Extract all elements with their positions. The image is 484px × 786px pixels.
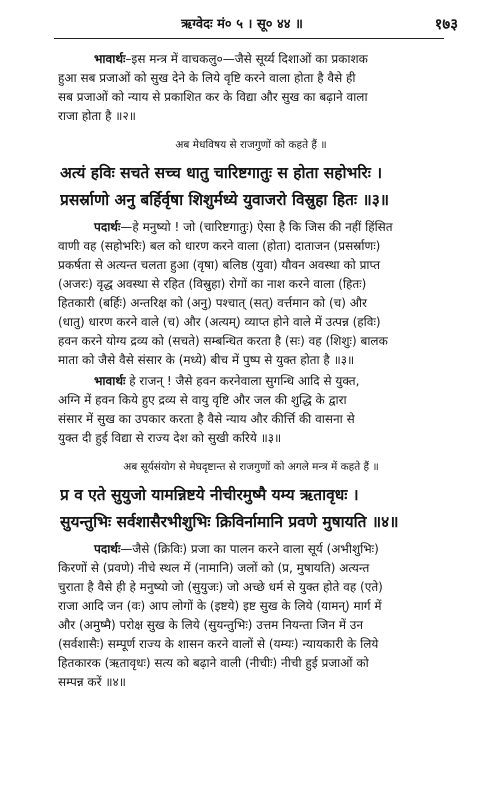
- padartha-line: हितकारक (ऋतावृधः) सत्य को बढ़ाने वाली (नीचीः) नीची हुई प्रजाओं को: [58, 656, 369, 670]
- bhavartha-label: भावार्थः: [94, 52, 126, 66]
- padartha-line: हवन करने योग्य द्रव्य को (सचते) सम्बन्धित करता है (सः) वह (शिशुः) बालक: [58, 334, 388, 348]
- bhavartha-line: संसार में सुख का उपकार करता है वैसे न्याय और कीर्त्ति की वासना से: [58, 412, 355, 426]
- mantra-3-intro: अब मेधविषय से राजगुणों को कहते हैं ॥: [175, 139, 327, 151]
- bhavartha-line: भावार्थः–इस मन्त्र में वाचकलु०—जैसे सूर्य्य दिशाओं का प्रकाशक: [94, 52, 368, 66]
- padartha-4: [58, 540, 444, 692]
- padartha-3: [58, 218, 444, 370]
- padartha-line: माता को जैसे वैसे संसार के (मध्ये) बीच में पुष्प से युक्त होता है ॥३॥: [58, 353, 355, 367]
- mantra-line: प्रसर्स्राणो अनु बर्हिर्वृषा शिशुर्मध्ये युवाजरो विस्रुहा हितः ॥३॥: [60, 191, 390, 209]
- bhavartha-line: राजा होता है ॥२॥: [58, 109, 136, 123]
- mantra-4-intro: अब सूर्यसंयोग से मेघदृष्टान्त से राजगुणों को अगले मन्त्र में कहते हैं ॥: [123, 461, 379, 473]
- padartha-line: राजा आदि जन (वः) आप लोगों के (इष्टये) इष्ट सुख के लिये (यामन्) मार्ग में: [58, 599, 382, 613]
- mantra-line: अत्यं हविः सचते सच्च धातु चारिष्टगातुः स होता सहोभरिः ।: [60, 164, 383, 182]
- bhavartha-line: हुआ सब प्रजाओं को सुख देने के लिये वृष्टि करने वाला होता है वैसे ही: [58, 71, 356, 85]
- bhavartha-2: [58, 50, 444, 126]
- page-number: १७३: [434, 15, 458, 33]
- bhavartha-line: सब प्रजाओं को न्याय से प्रकाशित कर के विद्या और सुख का बढ़ाने वाला: [58, 90, 368, 104]
- padartha-line: सम्पन्न करें ॥४॥: [58, 675, 126, 689]
- bhavartha-line: युक्त दी हुई विद्या से राज्य देश को सुखी करिये ॥३॥: [58, 431, 282, 445]
- padartha-label: पदार्थः: [94, 542, 121, 556]
- padartha-line: पदार्थः—जैसे (क्रिविः) प्रजा का पालन करने वाला सूर्य (अभीशुभिः): [94, 542, 379, 556]
- mantra-4: [60, 482, 444, 536]
- bhavartha-3: [58, 372, 444, 448]
- padartha-line: चुराता है वैसे ही हे मनुष्यो जो (सुयुजः) जो अच्छे धर्म से युक्त होते वह (एते): [58, 580, 383, 594]
- padartha-line: (सर्वशासैः) सम्पूर्ण राज्य के शासन करने वालों से (यम्यः) न्यायकारी के लिये: [58, 637, 379, 651]
- mantra-line: प्र व एते सुयुजो यामन्निष्टये नीचीरमुष्मै यम्य ऋतावृधः ।: [60, 486, 359, 504]
- mantra-3: [60, 160, 444, 214]
- padartha-line: वाणी वह (सहोभरिः) बल को धारण करने वाला (होता) दाताजन (प्रसर्स्राणः): [58, 239, 381, 253]
- bhavartha-line: अग्नि में हवन किये हुए द्रव्य से वायु वृष्टि और जल की शुद्धि के द्वारा: [58, 393, 347, 407]
- bhavartha-label: भावार्थः: [94, 374, 126, 388]
- padartha-label: पदार्थः: [94, 220, 121, 234]
- bhavartha-line: भावार्थः हे राजन् ! जैसे हवन करनेवाला सुगन्धि आदि से युक्त,: [94, 374, 360, 388]
- padartha-line: (अजरः) वृद्ध अवस्था से रहित (विस्रुहा) रोगों का नाश करने वाला (हितः): [58, 277, 367, 291]
- header-rule: [54, 38, 444, 39]
- running-head: ऋग्वेदः मं० ५ । सू० ४४ ॥: [181, 17, 303, 32]
- padartha-line: और (अमुष्मै) परोक्ष सुख के लिये (सुयन्तुभिः) उत्तम नियन्ता जिन में उन: [58, 618, 364, 632]
- mantra-line: सुयन्तुभिः सर्वशासैरभीशुभिः क्रिविर्नामानि प्रवणे मुषायति ॥४॥: [60, 513, 399, 531]
- padartha-line: पदार्थः—हे मनुष्यो ! जो (चारिष्टगातुः) ऐसा है कि जिस की नहीं हिंसित: [94, 220, 393, 234]
- padartha-line: हितकारी (बर्हिः) अन्तरिक्ष को (अनु) पश्चात् (सत्) वर्त्तमान को (च) और: [58, 296, 367, 310]
- padartha-line: प्रकर्षता से अत्यन्त चलता हुआ (वृषा) बलिष्ठ (युवा) यौवन अवस्था को प्राप्त: [58, 258, 381, 272]
- page-header: [0, 14, 484, 36]
- padartha-line: (धातु) धारण करने वाले (च) और (अत्यम्) व्याप्त होने वाले में उत्पन्न (हविः): [58, 315, 381, 329]
- padartha-line: किरणों से (प्रवणे) नीचे स्थल में (नामानि) जलों को (प्र, मुषायति) अत्यन्त: [58, 561, 370, 575]
